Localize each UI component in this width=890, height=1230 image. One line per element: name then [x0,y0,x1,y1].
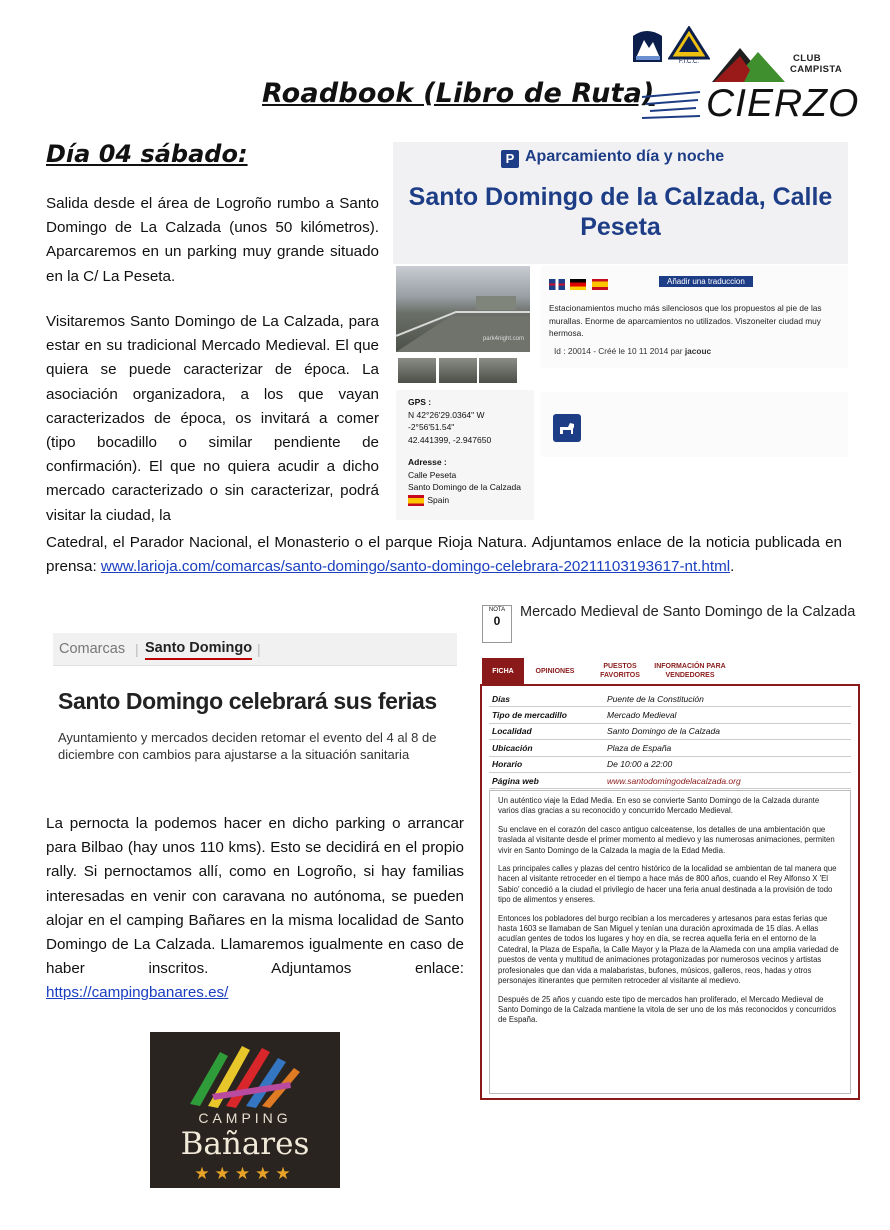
parking-p-icon: P [501,150,519,168]
address-line: Calle Peseta [408,469,457,480]
breadcrumb-separator: | [257,641,261,657]
language-flags [549,276,609,294]
parking-id-line [554,346,711,356]
paragraph-departure: Salida desde el área de Logroño rumbo a Santo Domingo de La Calzada (unos 50 kilómetros). Aparcaremos en un parking muy grande situado en la C/ La Peseta. [46,195,379,285]
camping-stars: ★★★★★ [194,1164,296,1183]
row-key: Tipo de mercadillo [492,710,567,721]
gps-line: 42.441399, -2.947650 [408,434,492,445]
row-key: Días [492,693,510,704]
spain-flag-icon[interactable] [592,279,608,290]
mercado-title: Mercado Medieval de Santo Domingo de la Calzada [520,604,856,620]
parking-id-text: Id : 20014 - Créé le 10 11 2014 par [554,346,685,356]
gps-label: GPS : [408,397,432,407]
rating-label: NOTA [488,607,506,613]
description-paragraph: Después de 25 años y cuando este tipo de mercados han proliferado, el Mercado Medieval de Santo Domingo de la Calzada mantiene la vitola de ser uno de los más reconocidos y concurridos de España. [498,994,837,1025]
spain-flag-icon [408,495,424,506]
paragraph-visit-part2 [46,531,842,579]
parking-author[interactable]: jacouc [684,346,712,356]
row-key: Horario [492,759,523,770]
paragraph-visit-part1: Visitaremos Santo Domingo de La Calzada, para estar en su tradicional Mercado Medieval. El que quiera se puede caracterizar de época. La asociación organizadora, a los que vayan caracterizados de época, os invitará a comer (tipo bocadillo o similar pendiente de confirmación). El que no quiera acudir a dicho mercado caracterizado o sin caracterizar, podrá visitar la ciudad, la [46,313,379,524]
row-value: Plaza de España [607,742,672,753]
club-line-1: CLUB [793,53,821,64]
tab-puestos-favoritos[interactable]: PUESTOS FAVORITOS [600,663,640,679]
tab-info-vendedores[interactable]: INFORMACIÓN PARA VENDEDORES [654,663,726,679]
country-label: Spain [427,494,450,505]
description-box [541,266,848,368]
row-value: Puente de la Constitución [607,693,704,704]
park4night-header [393,142,848,264]
tab-ficha[interactable]: FICHA [482,658,524,684]
parking-photo[interactable] [396,266,530,352]
club-label [790,53,842,75]
gps-line: -2°56'51.54" [408,422,455,432]
germany-flag-icon[interactable] [570,279,586,290]
description-paragraph: Su enclave en el corazón del casco antiguo calceatense, los detalles de una ambientación que traslada al visitante desde el primer momento al medievo y las numerosas animaciones, permiten vivir en Santo Domingo de la Calzada la magia de la Edad Media. [498,824,835,855]
table-row [489,707,851,723]
paragraph-overnight-text: La pernocta la podemos hacer en dicho parking o arrancar para Bilbao (hay unos 110 kms). Esto se decidirá en el propio rally. Si pernoctamos allí, como en Logroño, si hay familias interesadas en venir con caravana no autónoma, se pueden alojar en el camping Bañares en la misma localidad de Santo Domingo de La Calzada. Llamaremos igualmente en caso de haber inscritos. Adjuntamos enlace: [46,815,464,978]
camping-link[interactable]: https://campingbanares.es/ [46,984,229,1002]
row-value: De 10:00 a 22:00 [607,759,673,770]
website-link[interactable]: www.santodomingodelacalzada.org [607,775,741,786]
tab-opiniones[interactable]: OPINIONES [535,667,575,675]
row-key: Página web [492,775,539,786]
page-title: Roadbook (Libro de Ruta) [262,78,655,109]
photo-thumbnail[interactable] [398,358,436,383]
rating-value: 0 [493,614,501,628]
breadcrumb-santo-domingo[interactable]: Santo Domingo [145,640,252,660]
paragraph-visit-text: Catedral, el Parador Nacional, el Monasterio o el parque Rioja Natura. Adjuntamos enlace de la noticia publicada en prensa: [46,534,842,576]
row-key: Ubicación [492,742,533,753]
mercado-card [480,684,860,1100]
mercado-tabs [482,658,860,684]
camping-brush-strokes-icon [150,1032,340,1112]
table-row [489,757,851,773]
row-value: Mercado Medieval [607,710,677,721]
description-paragraph: Las principales calles y plazas del centro histórico de la localidad se ambientan de tal manera que hacen al visitante retroceder en el tiempo a hace más de 800 años, cuando el Rey Alfonso X 'El Sabio' concedió a la ciudad el privilegio de hacer una feria anual destinada a la provisión de todo tipo de alimentos y enseres. [498,864,837,905]
row-key: Localidad [492,726,532,737]
club-line-2: CAMPISTA [790,64,843,75]
table-row [489,773,851,789]
photo-watermark: park4night.com [482,336,524,342]
press-link[interactable]: www.larioja.com/comarcas/santo-domingo/santo-domingo-celebrara-20211103193617-nt.html [100,558,731,576]
country-row [408,494,522,507]
paragraph-visit-end: . [730,558,735,576]
address-line: Santo Domingo de la Calzada [408,482,521,492]
description-paragraph: Entonces los pobladores del burgo recibían a los mercaderes y artesanos para estas ferias que hasta 1603 se llamaban de San Miguel y tenían una duración aproximada de 15 días. A ellas acudían gentes de todos los lugares y hoy en día, se recrea aquella feria en el entorno de la Catedral, la Plaza de España, la Calle Mayor y la Plaza de la Alameda con una amplia variedad de puestos de venta y multitud de animaciones protagonizadas por numerosos vecinos y artistas profesionales que dan vida a malabaristas, bufones, músicos, galleros, reos, hadas y otros personajes itinerantes que permiten retroceder al visitante al medievo. [498,913,839,986]
table-row [489,724,851,740]
table-row [489,691,851,707]
news-headline: Santo Domingo celebrará sus ferias [58,688,437,714]
services-box [541,392,848,457]
photo-thumbnail[interactable] [479,358,517,383]
table-row [489,740,851,756]
photo-thumbnail[interactable] [439,358,477,383]
description-paragraph: Un auténtico viaje la Edad Media. En eso se convierte Santo Domingo de la Calzada durante varios días gracias a su reconocido y concurrido Mercado Medieval. [498,796,820,816]
day-heading: Día 04 sábado: [46,140,248,168]
ficc-label: F.I.C.C. [678,59,700,64]
paragraph-overnight [46,812,464,1006]
dog-icon [553,414,581,442]
gps-line: N 42°26'29.0364" W [408,409,485,420]
news-breadcrumb [53,633,457,666]
gps-box [396,390,534,520]
rating-badge [482,605,512,643]
camping-word: CAMPING [198,1110,292,1126]
parking-description: Estacionamientos mucho más silenciosos que los propuestos al pie de las murallas. Enorme de aparcamientos no utilizados. Viszoneiter ciudad muy hermosa. [549,303,822,338]
row-value: Santo Domingo de la Calzada [607,726,720,737]
camping-banares-logo [150,1032,340,1188]
address-label: Adresse : [408,457,447,467]
park4night-card [393,142,848,522]
parking-type-label: Aparcamiento día y noche [525,148,725,165]
breadcrumb-separator: | [135,641,139,657]
uk-flag-icon[interactable] [549,279,565,290]
breadcrumb-comarcas[interactable]: Comarcas [59,641,126,657]
parking-title: Santo Domingo de la Calzada, Calle Peseta [408,183,833,241]
parking-type [501,148,724,168]
mercado-description [489,790,851,1094]
camping-name: Bañares [180,1126,310,1162]
add-translation-button[interactable]: Añadir una traduccion [659,276,753,287]
news-subheadline: Ayuntamiento y mercados deciden retomar el evento del 4 al 8 de diciembre con cambios para ajustarse a la situación sanitaria [58,730,437,762]
mercado-details-table [489,691,851,789]
club-name: CIERZO [706,82,860,125]
